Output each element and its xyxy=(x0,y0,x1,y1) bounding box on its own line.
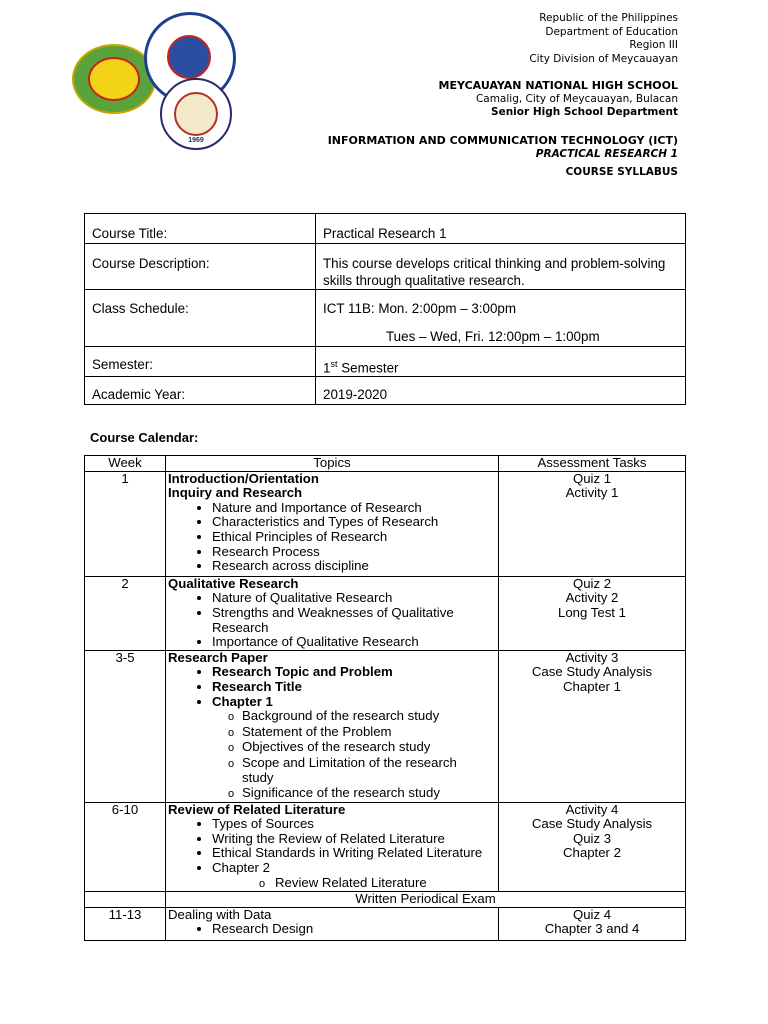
tasks-cell xyxy=(499,802,686,892)
semester-value xyxy=(316,347,686,377)
sub-list xyxy=(168,876,496,892)
list-item: • Research Topic and Problem xyxy=(212,665,496,680)
topic-list xyxy=(168,501,496,574)
topics-cell xyxy=(166,650,499,802)
task-item: Quiz 1 xyxy=(572,470,612,486)
academic-year-label: Academic Year: xyxy=(85,377,316,405)
task-item: Quiz 4 xyxy=(572,906,612,922)
school-name: MEYCAUAYAN NATIONAL HIGH SCHOOL xyxy=(438,79,678,92)
semester-label: Semester: xyxy=(85,347,316,377)
topic-list xyxy=(168,591,496,649)
tasks-cell xyxy=(499,907,686,940)
course-description-value: This course develops critical thinking and problem-solving skills through qualitative research. xyxy=(316,244,686,290)
semester-number: 1 xyxy=(323,360,331,376)
strand-title: INFORMATION AND COMMUNICATION TECHNOLOGY (ICT) xyxy=(327,133,678,147)
week-cell: 2 xyxy=(85,576,166,650)
topics-header: Topics xyxy=(166,456,499,472)
region-line: Region III xyxy=(629,39,678,51)
topic-heading: Introduction/Orientation xyxy=(168,470,319,486)
list-item xyxy=(212,695,496,802)
schedule-line-1: ICT 11B: Mon. 2:00pm – 3:00pm xyxy=(323,301,517,316)
document-title: COURSE SYLLABUS xyxy=(565,165,678,178)
list-item: • Research Title xyxy=(212,680,496,695)
week-cell: 11-13 xyxy=(85,907,166,940)
list-item: • Research Process xyxy=(212,545,496,560)
list-item: • Ethical Principles of Research xyxy=(212,530,496,545)
periodical-exam: Written Periodical Exam xyxy=(166,892,686,908)
shs-department: Senior High School Department xyxy=(491,106,678,118)
task-item: Case Study Analysis xyxy=(531,816,653,832)
semester-ordinal: st xyxy=(330,359,338,369)
sub-list-item: o Background of the research study xyxy=(242,709,486,725)
department-line: Department of Education xyxy=(545,25,678,38)
topic-list xyxy=(168,665,496,801)
task-item: Long Test 1 xyxy=(558,604,626,620)
course-description-label: Course Description: xyxy=(85,244,316,290)
list-item: • Strengths and Weaknesses of Qualitative Research xyxy=(212,606,486,635)
topics-cell xyxy=(166,907,499,940)
list-item-label: Chapter 1 xyxy=(212,693,273,709)
academic-year-value: 2019-2020 xyxy=(316,377,686,405)
task-item: Quiz 3 xyxy=(572,830,612,846)
class-schedule-value xyxy=(316,290,686,347)
table-row xyxy=(85,471,686,576)
list-item: • Nature of Qualitative Research xyxy=(212,591,486,606)
week-cell: 3-5 xyxy=(85,650,166,802)
week-header: Week xyxy=(85,456,166,472)
course-title-label: Course Title: xyxy=(85,214,316,244)
sub-list-item: o Scope and Limitation of the research study xyxy=(242,756,486,786)
class-schedule-label: Class Schedule: xyxy=(85,290,316,347)
calendar-header-row xyxy=(85,456,686,472)
topic-list xyxy=(168,817,496,875)
seal-year: 1969 xyxy=(188,137,204,144)
task-item: Activity 2 xyxy=(565,590,619,606)
table-row xyxy=(85,802,686,892)
topic-heading: Review of Related Literature xyxy=(168,801,346,817)
letterhead xyxy=(328,12,678,179)
list-item: • Importance of Qualitative Research xyxy=(212,635,486,650)
topic-heading: Inquiry and Research xyxy=(168,485,303,501)
tasks-cell xyxy=(499,471,686,576)
table-row xyxy=(85,576,686,650)
tasks-header: Assessment Tasks xyxy=(499,456,686,472)
list-item: • Chapter 2 xyxy=(212,861,488,876)
table-row xyxy=(85,907,686,940)
course-title-value: Practical Research 1 xyxy=(316,214,686,244)
task-item: Activity 3 xyxy=(565,649,619,665)
tasks-cell xyxy=(499,576,686,650)
list-item: • Research Design xyxy=(212,922,496,937)
sub-list-item: o Statement of the Problem xyxy=(242,725,486,741)
course-calendar-table xyxy=(84,455,686,941)
topics-cell xyxy=(166,471,499,576)
topic-heading: Research Paper xyxy=(168,649,268,665)
task-item: Chapter 3 and 4 xyxy=(544,921,640,937)
course-calendar-title: Course Calendar: xyxy=(90,430,199,445)
week-cell: 1 xyxy=(85,471,166,576)
exam-row xyxy=(85,892,686,908)
sub-list-item: o Review Related Literature xyxy=(275,876,496,892)
list-item: • Types of Sources xyxy=(212,817,488,832)
task-item: Activity 1 xyxy=(565,485,619,501)
task-item: Chapter 2 xyxy=(563,845,621,861)
week-cell: 6-10 xyxy=(85,802,166,892)
week-cell xyxy=(85,892,166,908)
mnhs-school-seal xyxy=(160,78,232,150)
course-info-table xyxy=(84,213,686,405)
topics-cell xyxy=(166,576,499,650)
table-row xyxy=(85,650,686,802)
school-address: Camalig, City of Meycauayan, Bulacan xyxy=(475,92,678,105)
sub-list-item: o Significance of the research study xyxy=(242,786,486,802)
topics-cell xyxy=(166,802,499,892)
task-item: Quiz 2 xyxy=(572,575,612,591)
topic-heading: Qualitative Research xyxy=(168,575,299,591)
task-item: Activity 4 xyxy=(565,801,619,817)
list-item: • Ethical Standards in Writing Related Literature xyxy=(212,846,488,861)
republic-line: Republic of the Philippines xyxy=(539,12,678,24)
tasks-cell xyxy=(499,650,686,802)
task-item: Case Study Analysis xyxy=(531,664,653,680)
sub-list-item: o Objectives of the research study xyxy=(242,740,486,756)
list-item: • Writing the Review of Related Literature xyxy=(212,832,488,847)
task-item: Chapter 1 xyxy=(563,678,621,694)
subject-title: PRACTICAL RESEARCH 1 xyxy=(535,148,678,160)
topic-heading: Dealing with Data xyxy=(168,906,272,922)
list-item: • Research across discipline xyxy=(212,559,496,574)
schedule-line-2: Tues – Wed, Fri. 12:00pm – 1:00pm xyxy=(386,329,600,344)
list-item: • Characteristics and Types of Research xyxy=(212,515,496,530)
topic-list xyxy=(168,922,496,937)
division-line: City Division of Meycauayan xyxy=(529,52,678,65)
semester-word: Semester xyxy=(337,360,399,376)
sub-list xyxy=(212,709,496,802)
list-item: • Nature and Importance of Research xyxy=(212,501,496,516)
